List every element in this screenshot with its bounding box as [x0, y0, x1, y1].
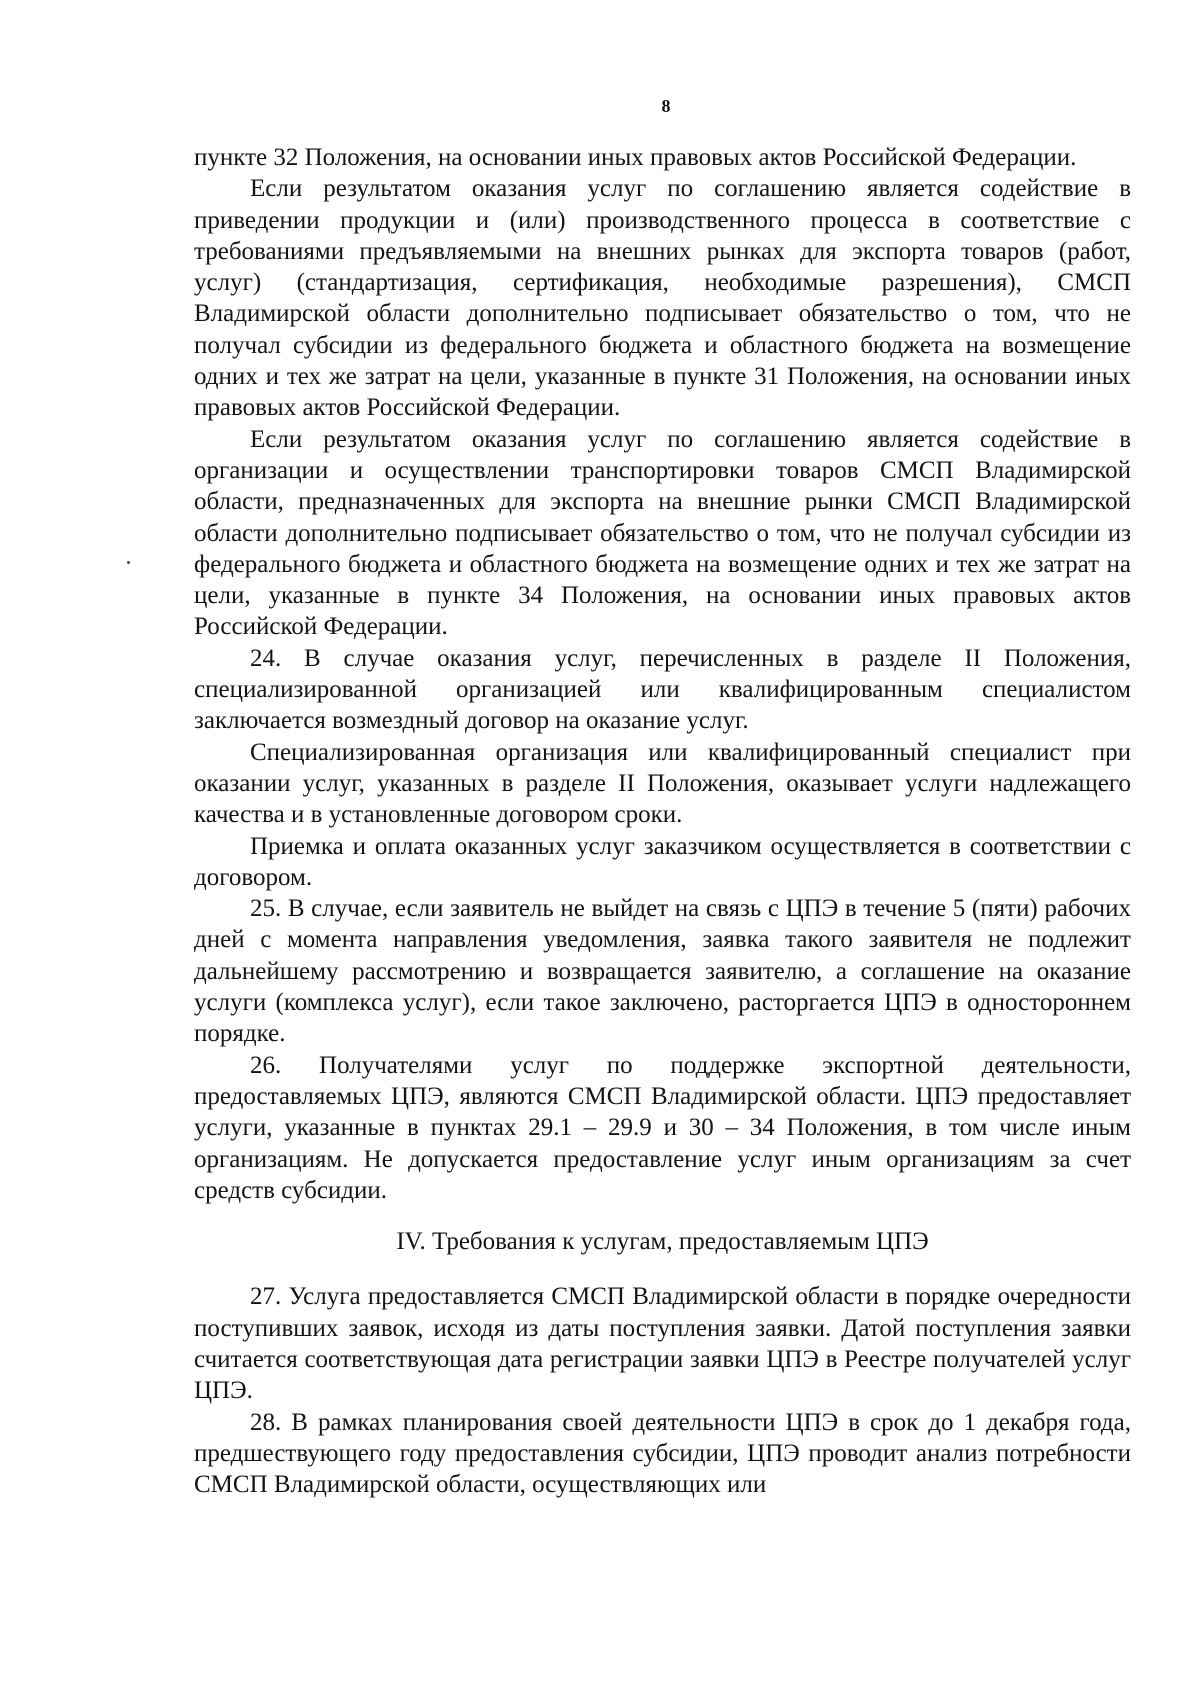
paragraph: Если результатом оказания услуг по соглашению является содействие в организации и осуществлении транспортировки товаров СМСП Владимирской области, предназначенных для экспорта на внешние рынки СМСП Владимирской области дополнительно подписывает обязательство о том, что не получал субсидии из федерального бюджета и областного бюджета на возмещение одних и тех же затрат на цели, указанные в пункте 34 Положения, на основании иных правовых актов Российской Федерации.	[194, 425, 1131, 641]
paragraph: 25. В случае, если заявитель не выйдет на связь с ЦПЭ в течение 5 (пяти) рабочих дней с момента направления уведомления, заявка такого заявителя не подлежит дальнейшему рассмотрению и возвращается заявителю, а соглашение на оказание услуги (комплекса услуг), если такое заключено, расторгается ЦПЭ в одностороннем порядке.	[194, 895, 1131, 1048]
paragraph: 27. Услуга предоставляется СМСП Владимирской области в порядке очередности поступивших заявок, исходя из даты поступления заявки. Датой поступления заявки считается соответствующая дата регистрации заявки ЦПЭ в Реестре получателей услуг ЦПЭ.	[194, 1283, 1131, 1405]
paragraph: Если результатом оказания услуг по соглашению является содействие в приведении продукции и (или) производственного процесса в соответствие с требованиями предъявляемыми на внешних рынках для экспорта товаров (работ, услуг) (стандартизация, сертификация, необходимые разрешения), СМСП Владимирской области дополнительно подписывает обязательство о том, что не получал субсидии из федерального бюджета и областного бюджета на возмещение одних и тех же затрат на цели, указанные в пункте 31 Положения, на основании иных правовых актов Российской Федерации.	[194, 175, 1131, 422]
section-heading: IV. Требования к услугам, предоставляемым ЦПЭ	[396, 1228, 929, 1256]
page-number: 8	[661, 96, 671, 116]
paragraph: Специализированная организация или квалифицированный специалист при оказании услуг, указанных в разделе II Положения, оказывает услуги надлежащего качества и в установленные договором сроки.	[194, 738, 1131, 829]
paragraph: 24. В случае оказания услуг, перечисленных в разделе II Положения, специализированной организацией или квалифицированным специалистом заключается возмездный договор на оказание услуг.	[194, 644, 1131, 735]
paragraph: пункте 32 Положения, на основании иных правовых актов Российской Федерации.	[194, 144, 1077, 171]
paragraph: Приемка и оплата оказанных услуг заказчиком осуществляется в соответствии с договором.	[194, 832, 1131, 891]
scan-artifact-dot	[127, 561, 130, 564]
paragraph: 28. В рамках планирования своей деятельности ЦПЭ в срок до 1 декабря года, предшествующего году предоставления субсидии, ЦПЭ проводит анализ потребности СМСП Владимирской области, осуществляющих или	[194, 1408, 1131, 1499]
paragraph: 26. Получателями услуг по поддержке экспортной деятельности, предоставляемых ЦПЭ, являются СМСП Владимирской области. ЦПЭ предоставляет услуги, указанные в пунктах 29.1 – 29.9 и 30 – 34 Положения, в том числе иным организациям. Не допускается предоставление услуг иным организациям за счет средств субсидии.	[194, 1051, 1131, 1204]
document-body	[194, 142, 1131, 1500]
